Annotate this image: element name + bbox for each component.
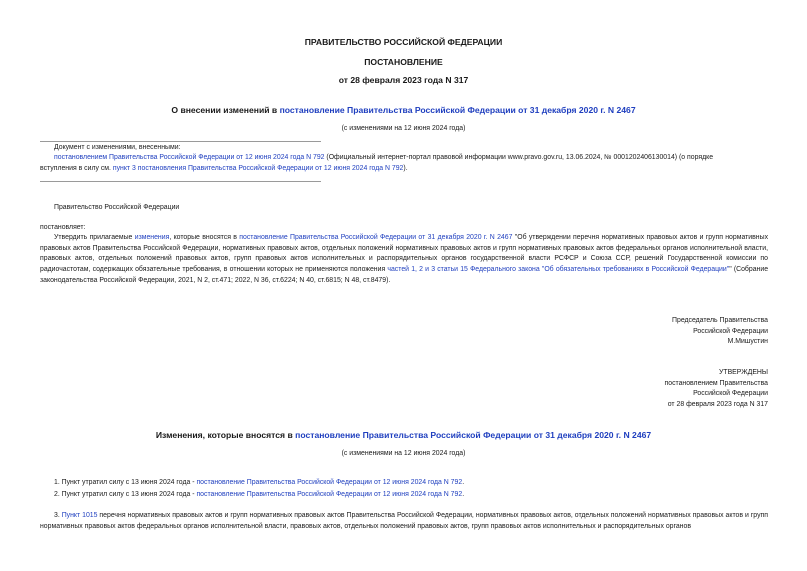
item2-text: 2. Пункт утратил силу с 13 июня 2024 года - (54, 491, 197, 498)
changes-text-2: вступления в силу см. (40, 164, 113, 172)
p1-link-decree[interactable]: постановление Правительства Российской Федерации от 31 декабря 2020 г. N 2467 (239, 234, 513, 241)
section-title (0, 430, 807, 440)
p1-link-changes[interactable]: изменения (134, 234, 170, 241)
approval-line-1: УТВЕРЖДЕНЫ (719, 369, 768, 376)
changes-text (40, 153, 770, 174)
resolution-paragraph (40, 233, 768, 287)
section-amendment-note: (с изменениями на 12 июня 2024 года) (341, 450, 466, 457)
item1-end: . (462, 479, 465, 486)
approval-line-3: Российской Федерации (693, 390, 768, 398)
item1-text: 1. Пункт утратил силу с 13 июня 2024 года - (54, 479, 197, 486)
document-date-number: от 28 февраля 2023 года N 317 (338, 75, 469, 85)
government-line: Правительство Российской Федерации (54, 204, 180, 211)
item2-end: . (462, 491, 465, 498)
p1-text-a: Утвердить прилагаемые (54, 234, 135, 241)
item3-link[interactable]: Пункт 1015 (61, 512, 98, 519)
changes-link-clause[interactable]: пункт 3 постановления Правительства Российской Федерации от 12 июня 2024 года N 792 (112, 164, 404, 172)
item2-link[interactable]: постановление Правительства Российской Федерации от 12 июня 2024 года N 792 (196, 491, 463, 498)
signature-line-1: Председатель Правительства (672, 317, 768, 324)
changes-text-3: ). (403, 164, 408, 172)
divider-bottom (40, 181, 321, 182)
approval-line-4: от 28 февраля 2023 года N 317 (667, 401, 768, 409)
list-item (40, 511, 768, 532)
government-heading: ПРАВИТЕЛЬСТВО РОССИЙСКОЙ ФЕДЕРАЦИИ (304, 37, 503, 47)
divider-top (40, 141, 321, 142)
p1-text-c: "Об утверждении перечня нормативных правовых актов и групп нормативных правовых актов Правительства Российской Федерации, нормативных правовых актов, отдельных положений нормативных правовых актов и групп нормативных правовых актов федеральных органов исполнительной власти, правовых актов, отдельных положений правовых актов, групп правовых актов исполнительных и распорядительных органов государственной власти РСФСР и Союза ССР, решений Государственной комиссии по радиочастотам, содержащих обязательные требования, в отношении которых не применяются положения (40, 234, 769, 274)
signature-line-3: М.Мишустин (727, 338, 768, 346)
signature-line-2: Российской Федерации (693, 327, 768, 335)
resolves-line: постановляет: (40, 224, 86, 231)
item1-link[interactable]: постановление Правительства Российской Федерации от 12 июня 2024 года N 792 (196, 479, 463, 486)
document-title-prefix: О внесении изменений в (171, 105, 280, 115)
signature-block (560, 316, 768, 348)
p1-link-law[interactable]: частей 1, 2 и 3 статьи 15 Федерального закона "Об обязательных требованиях в Российской Федерации" (387, 266, 730, 274)
list-item (54, 490, 768, 501)
approval-block (560, 368, 768, 411)
changes-text-1: (Официальный интернет-портал правовой информации www.pravo.gov.ru, 13.06.2024, № 0001202406130014) (о порядке (324, 154, 714, 161)
approval-line-2: постановлением Правительства (664, 379, 768, 387)
list-item (54, 478, 768, 489)
document-type: ПОСТАНОВЛЕНИЕ (364, 57, 443, 67)
section-title-link[interactable]: постановление Правительства Российской Федерации от 31 декабря 2020 г. N 2467 (295, 430, 652, 440)
amendment-note: (с изменениями на 12 июня 2024 года) (341, 125, 466, 132)
document-title (0, 105, 807, 115)
item3-num: 3. (54, 512, 62, 519)
changes-label: Документ с изменениями, внесенными: (54, 144, 181, 151)
p1-text-b: , которые вносятся в (169, 234, 240, 241)
item3-text: перечня нормативных правовых актов и групп нормативных правовых актов Правительства Российской Федерации, нормативных правовых актов, отдельных положений нормативных правовых актов и групп нормативных правовых актов федеральных органов исполнительной власти, правовых актов, отдельных положений правовых актов, групп правовых актов исполнительных и распорядительных органов (40, 512, 768, 530)
document-title-link[interactable]: постановление Правительства Российской Федерации от 31 декабря 2020 г. N 2467 (279, 105, 636, 115)
changes-link-decree[interactable]: постановлением Правительства Российской Федерации от 12 июня 2024 года N 792 (54, 154, 325, 161)
section-title-prefix: Изменения, которые вносятся в (155, 430, 296, 440)
p1-text-d: " (Собрание законодательства Российской Федерации, 2021, N 2, ст.471; 2022, N 36, ст.6224; N 40, ст.6815; N 48, ст.8479). (40, 266, 769, 284)
